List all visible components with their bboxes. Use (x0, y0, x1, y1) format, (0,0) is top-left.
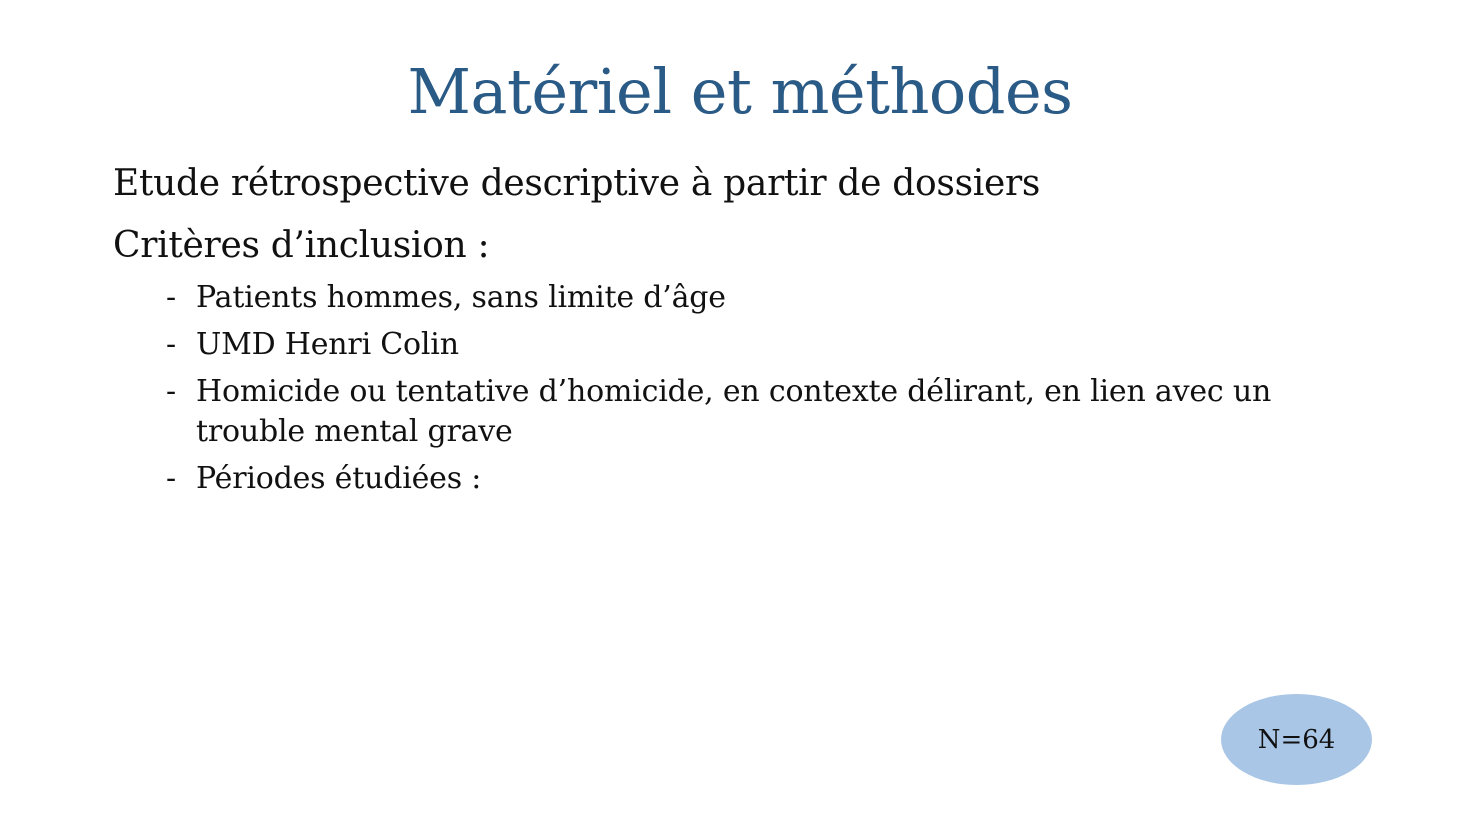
inclusion-criteria-heading: Critères d’inclusion : (113, 225, 490, 266)
bullet-dash: - (166, 374, 176, 409)
sample-size-label: N=64 (1257, 724, 1336, 755)
list-item (166, 325, 1366, 365)
criterion-text: Périodes étudiées : (196, 461, 482, 496)
criterion-text: Patients hommes, sans limite d’âge (196, 280, 726, 315)
criterion-text: Homicide ou tentative d’homicide, en contexte délirant, en lien avec un trouble mental grave (196, 374, 1272, 449)
inclusion-criteria-list (166, 278, 1366, 506)
bullet-dash: - (166, 280, 176, 315)
criterion-text: UMD Henri Colin (196, 327, 459, 362)
study-description: Etude rétrospective descriptive à partir de dossiers (113, 163, 1041, 204)
list-item (166, 372, 1366, 452)
bullet-dash: - (166, 461, 176, 496)
bullet-dash: - (166, 327, 176, 362)
slide-title: Matériel et méthodes (407, 55, 1073, 128)
list-item (166, 459, 1366, 499)
sample-size-badge (1221, 694, 1372, 785)
list-item (166, 278, 1366, 318)
